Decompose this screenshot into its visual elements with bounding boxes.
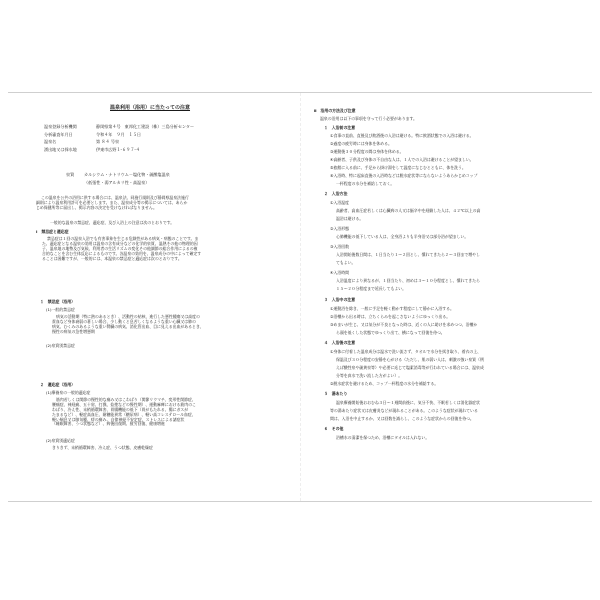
- quality-indication-heading: (2)泉質別適応症: [46, 438, 75, 443]
- body-line: ③運動後３０分程度の間は身体を休める。: [330, 149, 404, 154]
- intro-line: じめ保健所等に届出し、掲示内容の決定を受けなければなりません。: [36, 204, 157, 210]
- body-line: てもよい。: [336, 260, 356, 265]
- bath-method-heading: ２ 入浴方法: [324, 191, 348, 196]
- page-fold: [300, 93, 301, 501]
- body-line: 高齢者、高血圧症若しくは心臓病の人又は脳卒中を経験した人は、４２℃以上の高: [336, 208, 481, 213]
- contraindication-body: [52, 315, 292, 335]
- section-2-intro: 温泉の浴用は以下の事項を守って行う必要があります。: [320, 116, 417, 121]
- bath-temperature-heading: ①入浴温度: [330, 200, 350, 205]
- general-contraindication-heading: (1)一般的禁忌症: [46, 307, 75, 312]
- body-line: た、適応症となる温泉の効用は温泉の含有成分などの化学的泉質、温熱その他の物理的因: [42, 240, 198, 246]
- body-line: ることは困難ですが、一般的には、本温泉の禁忌症と適応症は次のとおりです。: [42, 255, 182, 261]
- body-line: わばり、冷え性、末梢循環障害、胃腸機能の低下（胃がもたれる、腸にガスが: [52, 406, 189, 412]
- bath-style-heading: ②入浴形態: [330, 226, 350, 231]
- info-row: [44, 132, 194, 140]
- body-line: ①食事の直前、直後及び飲酒後の入浴は避ける。特に飲酒状態での入浴は避ける。: [330, 133, 474, 138]
- info-key: 温泉名: [44, 139, 57, 145]
- quality-values: [84, 172, 170, 187]
- info-key: 分析審査年月日: [44, 131, 73, 137]
- body-line: 軽い喘息又は肺気腫、痔の痛み、自律神経不安定症、ストレスによる諸症状: [52, 416, 185, 422]
- body-line: ⑥入浴時、特に起床直後の入浴時などは脱水症状等にならないようあらかじめコップ: [330, 173, 478, 178]
- yuatari-heading: ５ 湯あたり: [324, 391, 348, 396]
- indication-body: [52, 398, 292, 427]
- body-line: たまるなど）、軽症高血圧、耐糖能異常（糖尿病）、軽い高コレステロール血症、: [52, 411, 196, 417]
- intro-line: この温泉を公共の浴用に供する場合には、温泉法、同施行規則及び静岡県温泉法施行: [41, 195, 189, 200]
- pre-bath-heading: １ 入浴前の注意: [324, 125, 356, 130]
- body-line: えば酸性泉や硫黄泉等）や必要に応じて塩素消毒等が行われている場合には、温泉成: [336, 365, 484, 370]
- info-value: 令和４年 ９月 １５日: [96, 131, 142, 137]
- document-sheet: [8, 92, 592, 502]
- body-line: １５～２０分程度まで延長してもよい。: [336, 286, 407, 291]
- general-indication-heading: (1)療養泉の一般的適応症: [46, 390, 91, 395]
- body-line: 慢性の病気の急性増悪期: [52, 328, 95, 334]
- body-line: 入浴温度により異なるが、１回当たり、初めは３～１０分程度とし、慣れてきたら: [336, 278, 480, 283]
- info-key: 湧出地又は採水地: [44, 146, 77, 152]
- body-line: 間は、入浴を中止するか、又は回数を減らし、このような症状からの回復を待つ。: [330, 416, 474, 421]
- quality-line: （低張性・弱アルカリ性・高温泉）: [84, 179, 150, 185]
- body-line: 分等を真水で洗い流した方がよい）。: [336, 373, 403, 378]
- body-line: ④高齢者、子供及び身体の不自由な人は、１人での入浴は避けることが望ましい。: [330, 157, 474, 162]
- body-line: ①運動浴を除き、一般に手足を軽く動かす程度にして静かに入浴する。: [330, 306, 454, 311]
- body-line: 入浴開始後数日間は、１日当たり１～２回とし、慣れてきたら２～３回まで増やし: [336, 252, 480, 257]
- info-row: [44, 124, 194, 132]
- body-line: 一杯程度の水分を補給しておく。: [336, 181, 395, 186]
- section-2-heading: Ⅱ 浴用の方法及び注意: [314, 108, 356, 113]
- body-line: 合的なことを含む生体反応によるものです。各温泉の効用を、温泉成分の中によって確定す: [42, 250, 202, 256]
- body-line: ①身体に付着した温泉成分は温水で洗い流さず、タオルで水分を拭き取り、着衣の上、: [330, 349, 482, 354]
- body-line: ②脱水症状を避けるため、コップ一杯程度の水分を補給する。: [330, 381, 439, 386]
- document-title: 温泉利用（浴用）に当たっての注意: [110, 105, 191, 111]
- during-bath-heading: ３ 入浴中の注意: [324, 297, 356, 302]
- general-note: 一般的な温泉の禁忌症、適応症、及び入浴上の注意は次のとおりです。: [50, 220, 175, 225]
- body-line: 等の湯あたり症状又は皮膚炎などが現れることがある。このような症状が現れている: [330, 408, 478, 413]
- after-bath-heading: ４ 入浴後の注意: [324, 340, 356, 345]
- quality-line: カルシウム・ナトリウム－塩化物・硫酸塩温泉: [84, 172, 170, 177]
- analysis-info-table: [44, 124, 194, 154]
- left-column: [32, 93, 288, 501]
- body-line: 心肺機能の低下している人は、全身浴よりも半身浴又は部分浴が望ましい。: [336, 234, 469, 239]
- body-line: 禁忌症は１回の温泉入浴でも有害事象を生じる危険性がある病気・病態のことです。ま: [47, 236, 199, 241]
- body-line: ③めまいが生じ、又は気分が不良となった時は、近くの人に助けを求めつつ、浴槽か: [330, 322, 478, 327]
- quality-contraindication-heading: (2)泉質別禁忌症: [46, 343, 75, 348]
- right-column: [314, 93, 576, 501]
- info-value: 静岡県第４号 東邦化工建設（株）三島分析センター: [96, 124, 195, 129]
- bath-frequency-heading: ③入浴回数: [330, 244, 350, 249]
- info-value: 伊東市広野１-６９７-４: [96, 146, 140, 152]
- section-1-1-heading: １ 禁忌症（浴用）: [40, 299, 76, 304]
- section-1-heading: Ⅰ 禁忌症と適応症: [36, 229, 69, 234]
- bath-duration-heading: ④入浴時間: [330, 270, 350, 275]
- intro-paragraph: [36, 196, 286, 211]
- info-row: [44, 139, 194, 147]
- section-1-body: [42, 237, 282, 261]
- other-heading: ６ その他: [324, 426, 344, 431]
- body-line: ⑤旅館に入る前に、手足から掛け湯をして温度になじむとともに、体を洗う。: [330, 165, 466, 170]
- section-1-2-heading: ２ 適応症（浴用）: [40, 382, 76, 387]
- body-line: 腰痛症、神経痛、五十肩、打撲、捻挫などの慢性期）、運動麻痺における筋肉のこ: [52, 401, 196, 407]
- body-line: ら頭を低くした状態でゆっくり出て、横になって回復を待つ。: [336, 330, 445, 335]
- body-line: 温泉療養開始後おおむね３日～１週間前後に、気分不快、不眠若しくは消化器症状: [336, 400, 480, 405]
- body-line: きりきず、末梢循環障害、冷え症、うつ状態、皮膚乾燥症: [52, 445, 153, 450]
- body-line: 保温及び３０分程度の安静を心がける（ただし、肌の弱い人は、刺激の強い泉質（例: [336, 357, 484, 362]
- quality-indication-body: [52, 446, 292, 451]
- info-row: [44, 147, 194, 155]
- body-line: 貧血など身体衰弱の著しい場合、少し動くと息苦しくなるような重い心臓又は肺の: [52, 318, 196, 324]
- body-line: ②過度の疲労時には身体を休める。: [330, 141, 392, 146]
- body-line: 温浴は避ける。: [336, 216, 364, 221]
- intro-line: 細則により温泉利用許可を必要とします。また、温泉成分等の掲示については、あらか: [36, 199, 188, 205]
- body-line: 病気の活動期（特に熱のあるとき）、活動性の結核、進行した悪性腫瘍又は高度の: [56, 314, 200, 319]
- body-line: 子、温泉地の地勢及び気候、利用者の生活リズムの変化その他調節の総合作用によるの複: [42, 245, 198, 251]
- info-key: 温泉登録分析機関: [44, 124, 77, 129]
- body-line: ②浴槽から出る時は、立ちくらみを起こさないようにゆっくり出る。: [330, 314, 451, 319]
- body-line: 病気、むくみのあるような重い腎臓の病気、消化管出血、目に見える出血があるとき、: [52, 323, 204, 329]
- body-line: 浴槽水の清潔を保つため、浴槽にタオルは入れない。: [336, 435, 430, 440]
- quality-key: 泉質: [66, 172, 75, 177]
- info-value: 第 ８４ 号泉: [96, 139, 120, 145]
- body-line: 筋肉若しくは関節の慢性的な痛み又はこわばり（関節リウマチ、変形性関節症、: [56, 397, 196, 402]
- body-line: （睡眠障害、うつ状態など）、病後回復期、疲労回復、健康増進: [52, 421, 165, 427]
